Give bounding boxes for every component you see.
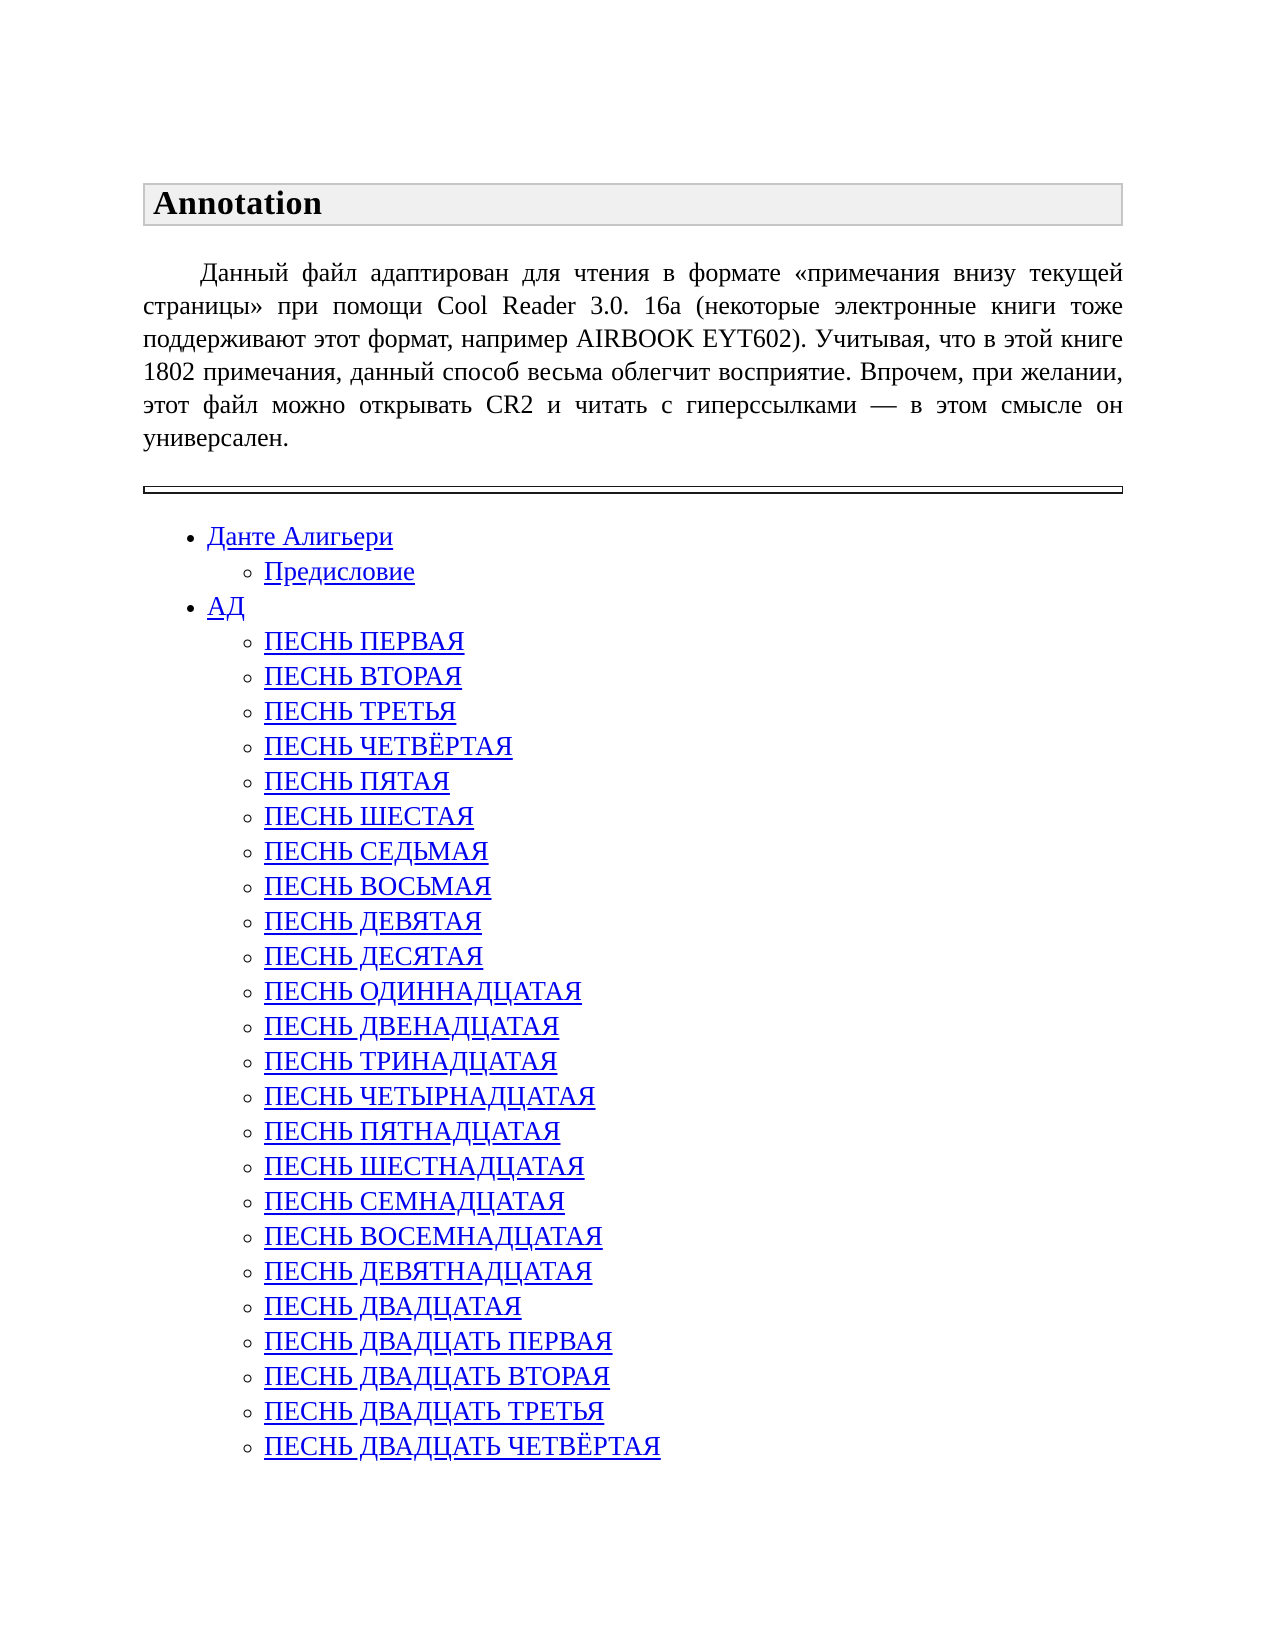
toc-sublink[interactable]: ПЕСНЬ ВОСЕМНАДЦАТАЯ	[264, 1221, 603, 1251]
toc-sublink[interactable]: ПЕСНЬ ДВАДЦАТАЯ	[264, 1291, 522, 1321]
toc-subitem	[264, 834, 1123, 869]
toc-subitem	[264, 1359, 1123, 1394]
toc-subitem	[264, 764, 1123, 799]
toc-subitem	[264, 1324, 1123, 1359]
toc-sublink[interactable]: ПЕСНЬ ТРЕТЬЯ	[264, 696, 457, 726]
toc-sublink[interactable]: ПЕСНЬ ШЕСТНАДЦАТАЯ	[264, 1151, 585, 1181]
toc-sublink[interactable]: ПЕСНЬ ДВАДЦАТЬ ПЕРВАЯ	[264, 1326, 613, 1356]
toc-sublink[interactable]: ПЕСНЬ ЧЕТВЁРТАЯ	[264, 731, 513, 761]
section-divider	[143, 486, 1123, 494]
toc-subitem	[264, 694, 1123, 729]
toc-sublink[interactable]: ПЕСНЬ ШЕСТАЯ	[264, 801, 475, 831]
toc-sublink[interactable]: ПЕСНЬ ДЕВЯТНАДЦАТАЯ	[264, 1256, 593, 1286]
toc-sublink[interactable]: ПЕСНЬ ДЕСЯТАЯ	[264, 941, 484, 971]
toc-subitem	[264, 624, 1123, 659]
toc-subitem	[264, 1114, 1123, 1149]
toc-subitem	[264, 1079, 1123, 1114]
toc-subitem	[264, 1184, 1123, 1219]
page-title: Annotation	[143, 183, 1123, 226]
toc-sublink[interactable]: ПЕСНЬ ПЯТАЯ	[264, 766, 450, 796]
toc-subitem	[264, 554, 1123, 589]
toc-item	[207, 589, 1123, 1464]
toc-sublist	[207, 554, 1123, 589]
toc-link[interactable]: Данте Алигьери	[207, 521, 394, 551]
toc-link[interactable]: АД	[207, 591, 245, 621]
toc-sublink[interactable]: ПЕСНЬ ДВАДЦАТЬ ЧЕТВЁРТАЯ	[264, 1431, 661, 1461]
toc-list	[143, 519, 1123, 1464]
toc-sublink[interactable]: ПЕСНЬ ПЕРВАЯ	[264, 626, 465, 656]
toc-sublink[interactable]: ПЕСНЬ ВТОРАЯ	[264, 661, 463, 691]
toc-subitem	[264, 729, 1123, 764]
toc-sublist	[207, 624, 1123, 1464]
toc-subitem	[264, 904, 1123, 939]
toc-subitem	[264, 1149, 1123, 1184]
toc-item	[207, 519, 1123, 589]
annotation-paragraph: Данный файл адаптирован для чтения в формате «примечания внизу текущей страницы» при помощи Cool Reader 3.0. 16а (некоторые электронные книги тоже поддерживают этот формат, например AIRBOOK EYT602). Учитывая, что в этой книге 1802 примечания, данный способ весьма облегчит восприятие. Впрочем, при желании, этот файл можно открывать CR2 и читать с гиперссылками — в этом смысле он универсален.	[143, 258, 1123, 452]
toc-sublink[interactable]: ПЕСНЬ СЕДЬМАЯ	[264, 836, 489, 866]
toc-subitem	[264, 974, 1123, 1009]
toc-sublink[interactable]: ПЕСНЬ ДВАДЦАТЬ ТРЕТЬЯ	[264, 1396, 605, 1426]
toc-sublink[interactable]: ПЕСНЬ ЧЕТЫРНАДЦАТАЯ	[264, 1081, 596, 1111]
toc-subitem	[264, 1219, 1123, 1254]
toc-subitem	[264, 939, 1123, 974]
toc-sublink[interactable]: ПЕСНЬ ДВАДЦАТЬ ВТОРАЯ	[264, 1361, 611, 1391]
toc-subitem	[264, 659, 1123, 694]
toc-sublink[interactable]: Предисловие	[264, 556, 415, 586]
toc-subitem	[264, 869, 1123, 904]
toc-sublink[interactable]: ПЕСНЬ ОДИННАДЦАТАЯ	[264, 976, 583, 1006]
toc-subitem	[264, 799, 1123, 834]
toc-sublink[interactable]: ПЕСНЬ СЕМНАДЦАТАЯ	[264, 1186, 565, 1216]
toc-sublink[interactable]: ПЕСНЬ ВОСЬМАЯ	[264, 871, 492, 901]
toc-subitem	[264, 1394, 1123, 1429]
toc-subitem	[264, 1254, 1123, 1289]
toc-sublink[interactable]: ПЕСНЬ ПЯТНАДЦАТАЯ	[264, 1116, 561, 1146]
toc-subitem	[264, 1009, 1123, 1044]
toc-subitem	[264, 1429, 1123, 1464]
toc-subitem	[264, 1289, 1123, 1324]
toc-sublink[interactable]: ПЕСНЬ ДЕВЯТАЯ	[264, 906, 482, 936]
toc-sublink[interactable]: ПЕСНЬ ДВЕНАДЦАТАЯ	[264, 1011, 560, 1041]
toc-subitem	[264, 1044, 1123, 1079]
toc-sublink[interactable]: ПЕСНЬ ТРИНАДЦАТАЯ	[264, 1046, 558, 1076]
